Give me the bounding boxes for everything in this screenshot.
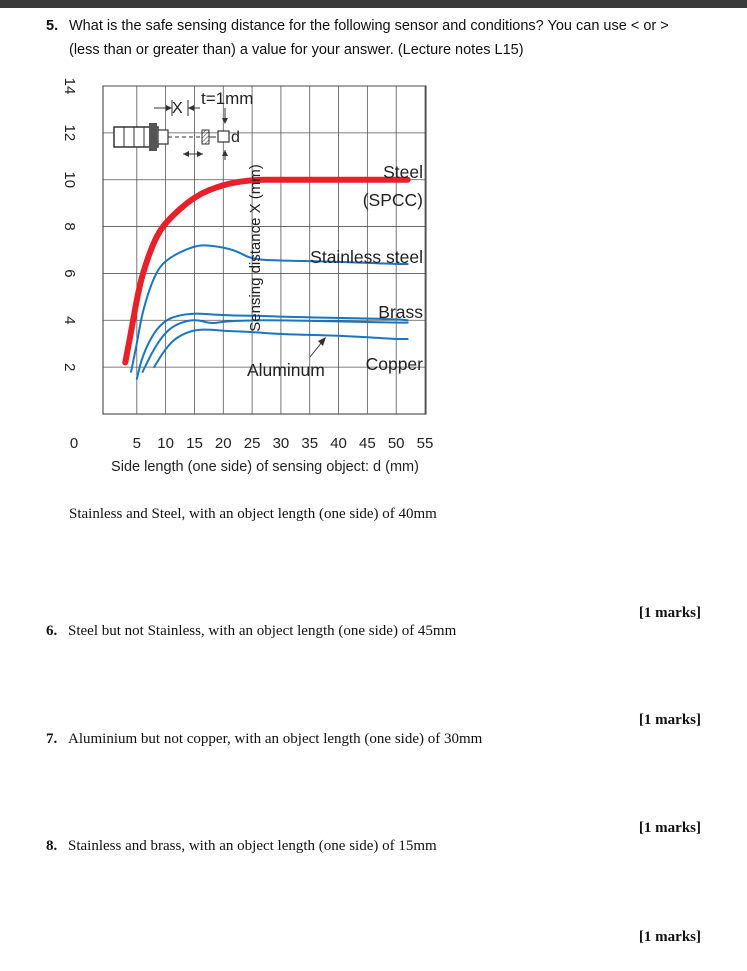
- question-7-number: 7.: [46, 731, 58, 747]
- question-8-number: 8.: [46, 838, 58, 854]
- thickness-label: t=1mm: [201, 89, 254, 108]
- marks-label-7: [1 marks]: [638, 820, 701, 836]
- question-7: [46, 731, 482, 748]
- y-tick-label: 8: [61, 222, 78, 231]
- label-steel: Steel: [383, 162, 423, 182]
- question-7-text: Aluminium but not copper, with an object length (one side) of 30mm: [68, 731, 483, 747]
- y-tick-label: 10: [61, 171, 78, 189]
- x-tick-label: 40: [330, 435, 347, 452]
- d-symbol-label: d: [231, 129, 240, 146]
- x-tick-label: 35: [301, 435, 319, 452]
- chart-svg: [20, 78, 450, 483]
- y-axis-label: Sensing distance X (mm): [247, 164, 264, 332]
- x-tick-label: 10: [157, 435, 174, 452]
- top-bar: [0, 0, 747, 8]
- marks-label-6: [1 marks]: [638, 712, 701, 728]
- marks-label-8: [1 marks]: [638, 929, 701, 945]
- question-6-number: 6.: [46, 623, 58, 639]
- sensor-face: [158, 130, 168, 144]
- x-tick-label: 0: [69, 435, 79, 452]
- question-8-text: Stainless and brass, with an object length (one side) of 15mm: [68, 838, 437, 854]
- label-aluminum: Aluminum: [247, 360, 325, 380]
- sensing-distance-chart: [20, 78, 450, 483]
- marks-label-5: [1 marks]: [638, 605, 701, 621]
- label-spcc: (SPCC): [362, 190, 423, 210]
- target-plate: [202, 130, 209, 144]
- y-tick-label: 14: [61, 78, 78, 95]
- y-tick-label: 6: [61, 269, 78, 278]
- question-8: [46, 838, 437, 855]
- x-tick-label: 25: [243, 435, 261, 452]
- x-tick-label: 15: [186, 435, 203, 452]
- x-tick-label: 20: [214, 435, 232, 452]
- y-tick-label: 4: [61, 316, 78, 325]
- label-brass: Brass: [378, 302, 423, 322]
- x-tick-label: 5: [132, 435, 141, 452]
- question-6: [46, 623, 456, 640]
- label-copper: Copper: [365, 354, 423, 374]
- question-5-line-2: (less than or greater than) a value for your answer. (Lecture notes L15): [69, 42, 524, 58]
- x-symbol-label: X: [172, 100, 183, 117]
- x-tick-label: 50: [387, 435, 405, 452]
- x-tick-label: 30: [272, 435, 290, 452]
- y-tick-label: 2: [61, 362, 78, 372]
- question-5-number: 5.: [46, 18, 59, 34]
- x-tick-label: 55: [416, 435, 434, 452]
- x-tick-label: 45: [359, 435, 376, 452]
- sensor-nut: [149, 123, 157, 151]
- question-6-text: Steel but not Stainless, with an object length (one side) of 45mm: [68, 623, 457, 639]
- label-stainless-steel: Stainless steel: [310, 247, 423, 267]
- x-axis-label: Side length (one side) of sensing object: d (mm): [111, 459, 419, 475]
- answer-5: Stainless and Steel, with an object length (one side) of 40mm: [69, 506, 437, 522]
- question-5-line-1: What is the safe sensing distance for the following sensor and conditions? You can use < or >: [69, 18, 669, 34]
- y-tick-label: 12: [61, 124, 78, 142]
- target-square: [218, 131, 229, 142]
